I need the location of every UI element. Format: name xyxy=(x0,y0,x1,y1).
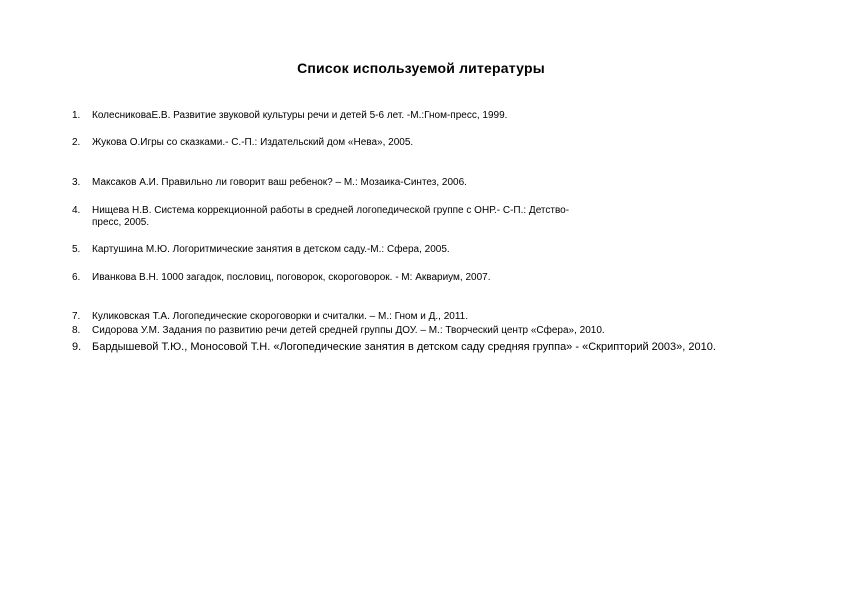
reference-text: Бардышевой Т.Ю., Моносовой Т.Н. «Логопедические занятия в детском саду средняя группа» - «Скрипторий 2003», 2010. xyxy=(92,341,716,353)
reference-number: 2. xyxy=(72,137,81,148)
reference-text: КолесниковаЕ.В. Развитие звуковой культуры речи и детей 5-6 лет. -М.:Гном-пресс, 1999. xyxy=(92,110,508,121)
reference-number: 5. xyxy=(72,244,81,255)
reference-text: Максаков А.И. Правильно ли говорит ваш ребенок? – М.: Мозаика-Синтез, 2006. xyxy=(92,177,467,188)
reference-number: 3. xyxy=(72,177,81,188)
reference-number: 8. xyxy=(72,325,81,336)
reference-item-2 xyxy=(72,137,790,149)
reference-item-4 xyxy=(72,205,592,229)
reference-text: Жукова О.Игры со сказками.- С.-П.: Издательский дом «Нева», 2005. xyxy=(92,137,414,148)
reference-item-9 xyxy=(72,340,790,355)
reference-text: Иванкова В.Н. 1000 загадок, пословиц, поговорок, скороговорок. - М: Аквариум, 2007. xyxy=(92,272,491,283)
reference-text: Нищева Н.В. Система коррекционной работы в средней логопедической группе с ОНР.- С-П.: Детство-пресс, 2005. xyxy=(92,205,570,228)
reference-number: 7. xyxy=(72,311,81,322)
reference-text: Картушина М.Ю. Логоритмические занятия в детском саду.-М.: Сфера, 2005. xyxy=(92,244,450,255)
reference-text: Куликовская Т.А. Логопедические скороговорки и считалки. – М.: Гном и Д., 2011. xyxy=(92,311,468,322)
reference-item-5 xyxy=(72,244,790,256)
reference-item-3 xyxy=(72,177,790,189)
reference-item-6 xyxy=(72,272,790,284)
reference-number: 4. xyxy=(72,205,81,216)
reference-item-8 xyxy=(72,325,790,337)
reference-text: Сидорова У.М. Задания по развитию речи детей средней группы ДОУ. – М.: Творческий центр «Сфера», 2010. xyxy=(92,325,605,336)
reference-item-7 xyxy=(72,311,790,323)
reference-number: 9. xyxy=(72,341,82,353)
page-title: Список используемой литературы xyxy=(297,60,545,76)
reference-item-1 xyxy=(72,110,790,122)
reference-number: 6. xyxy=(72,272,81,283)
reference-number: 1. xyxy=(72,110,81,121)
